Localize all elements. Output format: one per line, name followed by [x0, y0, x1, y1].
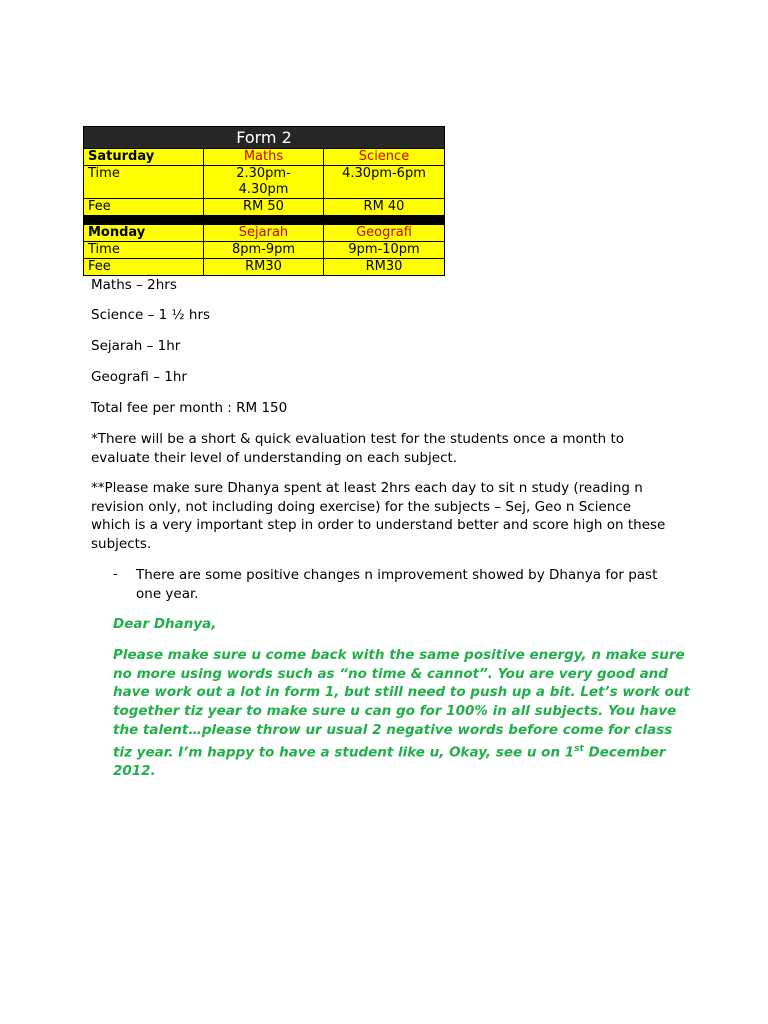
maths-time-end: 4.30pm: [238, 182, 289, 197]
sejarah-time: 8pm-9pm: [204, 242, 324, 259]
science-fee: RM 40: [324, 199, 445, 216]
geografi-time: 9pm-10pm: [324, 242, 445, 259]
table-title-row: [84, 127, 445, 149]
maths-fee: RM 50: [204, 199, 324, 216]
sejarah-fee: RM30: [204, 259, 324, 276]
day-monday: Monday: [84, 225, 204, 242]
table-row: [84, 149, 445, 166]
table-row: [84, 199, 445, 216]
time-label: Time: [84, 166, 204, 199]
subject-geografi: Geografi: [324, 225, 445, 242]
divider-cell: [84, 216, 445, 225]
fee-label: Fee: [84, 199, 204, 216]
note-evaluation: *There will be a short & quick evaluation test for the students once a month to evaluate their level of understanding on each subject.: [91, 431, 625, 466]
time-label: Time: [84, 242, 204, 259]
table-row: [84, 259, 445, 276]
bullet-text: There are some positive changes n improvement showed by Dhanya for past one year.: [136, 567, 658, 602]
table-title: Form 2: [84, 127, 445, 149]
maths-time-start: 2.30pm-: [236, 166, 291, 181]
subject-sejarah: Sejarah: [204, 225, 324, 242]
maths-time: [204, 166, 324, 199]
letter-superscript: st: [574, 743, 584, 754]
science-time: 4.30pm-6pm: [324, 166, 445, 199]
duration-sejarah: Sejarah – 1hr: [91, 338, 181, 354]
letter-body-end: December 2012.: [113, 744, 666, 779]
subject-science: Science: [324, 149, 445, 166]
table-row: [84, 242, 445, 259]
fee-label: Fee: [84, 259, 204, 276]
letter-greeting: Dear Dhanya,: [113, 616, 217, 632]
table-divider: [84, 216, 445, 225]
table-row: [84, 166, 445, 199]
letter-body: [113, 646, 693, 780]
day-saturday: Saturday: [84, 149, 204, 166]
duration-geografi: Geografi – 1hr: [91, 369, 187, 385]
bullet-marker: -: [113, 566, 118, 582]
note-study: **Please make sure Dhanya spent at least 2hrs each day to sit n study (reading n revision only, not including doing exercise) for the subjects – Sej, Geo n Science which is a very important step in order to understand better and score high on these subjects.: [91, 480, 666, 552]
geografi-fee: RM30: [324, 259, 445, 276]
total-fee: Total fee per month : RM 150: [91, 400, 288, 416]
table-row: [84, 225, 445, 242]
duration-maths: Maths – 2hrs: [91, 277, 177, 293]
duration-science: Science – 1 ½ hrs: [91, 307, 211, 323]
letter-body-main: Please make sure u come back with the same positive energy, n make sure no more using words such as “no time & cannot”. You are very good and have work out a lot in form 1, but still need to push up a bit. Let’s work out together tiz year to make sure u can go for 100% in all subjects. You have the talent…please throw ur usual 2 negative words before come for class tiz year. I’m happy to have a student like u, Okay, see u on 1: [113, 647, 690, 761]
schedule-table: [83, 126, 445, 276]
subject-maths: Maths: [204, 149, 324, 166]
